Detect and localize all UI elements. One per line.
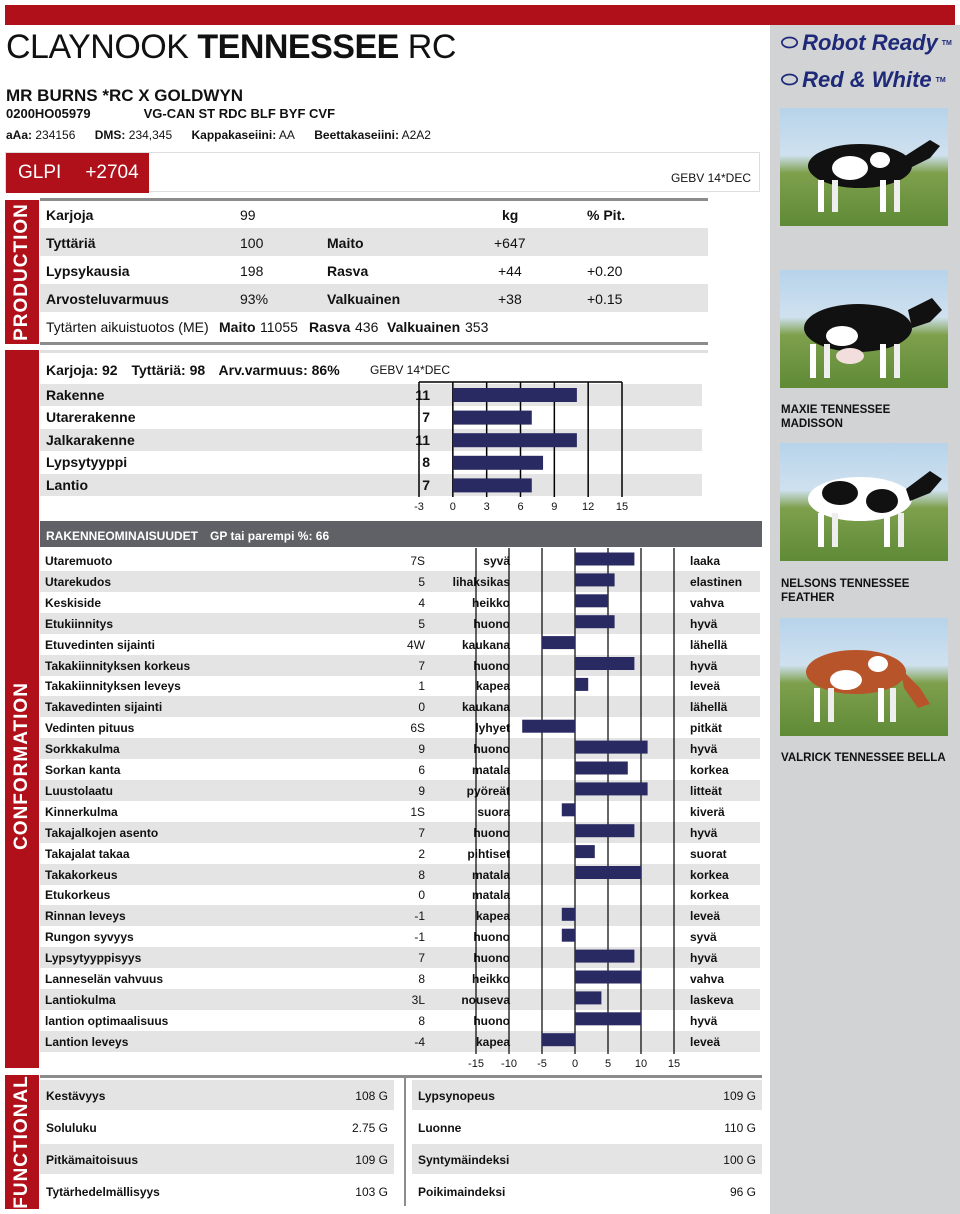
trait-low-label: kaukana: [461, 637, 510, 652]
chart-bar: [575, 824, 634, 837]
trait-score: 7: [418, 658, 425, 673]
functional-row: [40, 1176, 394, 1206]
trait-score: 8: [418, 1013, 425, 1028]
trait-high-label: laskeva: [690, 992, 734, 1007]
trait-low-label: heikko: [471, 595, 510, 610]
trait-high-label: leveä: [690, 909, 721, 924]
holstein-cow-image: [780, 443, 948, 561]
trait-name: Utarekudos: [45, 574, 112, 589]
trait-name: Takakiinnityksen leveys: [45, 679, 181, 694]
trait-low-label: heikko: [471, 972, 510, 986]
trait-low-label: huono: [473, 616, 510, 631]
trait-low-label: pyöreät: [466, 783, 510, 798]
glpi-badge: [6, 153, 149, 193]
glpi-strip: [5, 152, 760, 192]
trait-low-label: huono: [473, 825, 510, 840]
tick-label: 12: [582, 501, 595, 513]
trait-high-label: hyvä: [690, 742, 718, 757]
trait-score: 6: [418, 763, 425, 777]
tick-label: 0: [571, 1058, 579, 1070]
functional-row: [412, 1112, 762, 1142]
production-row: Arvosteluvarmuus 93% Valkuainen +38 +0.15: [40, 284, 708, 312]
trait-name: Sorkan kanta: [45, 763, 121, 777]
chart-bar: [575, 1012, 641, 1025]
production-table: [40, 200, 708, 340]
chart-bar: [575, 657, 634, 670]
trait-score: 2: [418, 846, 425, 861]
trait-high-label: hyvä: [690, 616, 718, 631]
chart-bar: [575, 553, 634, 566]
trait-name: Lantion leveys: [45, 1034, 129, 1049]
tick-label: 3: [483, 501, 490, 513]
trait-score: 7S: [410, 554, 425, 568]
tick-label: 5: [604, 1058, 612, 1070]
trait-name: lantion optimaalisuus: [45, 1013, 169, 1028]
trait-name: Takakiinnityksen korkeus: [45, 658, 191, 673]
trait-score: 7: [418, 951, 425, 966]
trait-score: 9: [418, 742, 425, 757]
holstein-cow-image: [780, 270, 948, 388]
trait-low-label: nouseva: [461, 992, 510, 1007]
trait-score: 3L: [411, 992, 425, 1007]
chart-bar: [575, 741, 648, 754]
trait-name: Sorkkakulma: [45, 742, 120, 757]
daughter-photo-2: [780, 443, 948, 561]
chart-bar: [542, 636, 575, 649]
section-label-functional: FUNCTIONAL: [5, 1075, 39, 1209]
trait-name: Etukorkeus: [45, 888, 111, 903]
functional-trait-name: Tytärhedelmällisyys: [46, 1185, 160, 1199]
trait-score: 7: [418, 825, 425, 840]
trait-score: 8: [418, 867, 425, 882]
chart-bar: [575, 594, 608, 607]
functional-trait-value: 100 G: [723, 1153, 756, 1167]
id-line: [6, 106, 335, 121]
type-row: Lypsytyyppi 8: [46, 454, 430, 470]
trait-name: Keskiside: [45, 595, 102, 610]
trait-low-label: huono: [473, 658, 510, 673]
trait-high-label: hyvä: [690, 658, 718, 673]
chart-bar: [575, 950, 634, 963]
chart-bar: [453, 433, 577, 447]
trait-high-label: lähellä: [690, 700, 728, 715]
trait-name: Etuvedinten sijainti: [45, 637, 156, 652]
chart-bar: [575, 762, 628, 775]
functional-divider: [404, 1078, 406, 1206]
trait-low-label: huono: [473, 1013, 510, 1028]
trait-high-label: hyvä: [690, 951, 718, 966]
trait-high-label: pitkät: [690, 721, 723, 736]
trait-name: Vedinten pituus: [45, 721, 135, 736]
functional-trait-value: 108 G: [355, 1089, 388, 1103]
classification: VG-CAN ST RDC BLF BYF CVF: [143, 106, 336, 121]
trait-score: 5: [418, 574, 425, 589]
trait-score: 9: [418, 783, 425, 798]
trait-high-label: syvä: [690, 930, 717, 945]
trait-score: 6S: [410, 721, 425, 736]
tick-label: 6: [517, 501, 524, 513]
trait-score: 5: [418, 616, 425, 631]
trait-low-label: huono: [473, 742, 510, 757]
trait-high-label: korkea: [690, 867, 729, 882]
tick-label: 15: [615, 501, 629, 513]
chart-bar: [453, 456, 543, 470]
trait-name: Takakorkeus: [45, 867, 118, 882]
chart-bar: [562, 908, 575, 921]
functional-trait-name: Syntymäindeksi: [418, 1153, 510, 1167]
bull-name: [6, 28, 456, 67]
conformation-header-bar: RAKENNEOMINAISUUDET GP tai parempi %: 66: [40, 521, 762, 547]
daughter-name-2: NELSONS TENNESSEE FEATHER: [781, 578, 910, 604]
tick-label: 9: [551, 501, 558, 513]
pedigree: MR BURNS *RC X GOLDWYN: [6, 86, 244, 105]
trait-high-label: korkea: [690, 888, 729, 903]
trait-score: -1: [414, 930, 425, 945]
trait-score: 8: [418, 972, 425, 986]
trait-low-label: matala: [471, 763, 510, 777]
name-main: TENNESSEE: [197, 28, 399, 66]
functional-trait-value: 103 G: [355, 1185, 388, 1199]
top-accent-bar: [5, 5, 955, 25]
chart-bar: [575, 971, 641, 984]
production-bottom-rule: [40, 342, 708, 345]
beta: Beettakaseiini: A2A2: [314, 128, 431, 142]
glpi-value: +2704: [85, 162, 139, 183]
functional-row: [412, 1176, 762, 1206]
tick-label: 0: [449, 501, 456, 513]
trait-high-label: lähellä: [690, 637, 728, 652]
trait-name: Utaremuoto: [45, 554, 113, 568]
trait-score: 0: [418, 700, 425, 715]
trait-score: 1: [418, 679, 425, 694]
type-row: Lantio 7: [40, 474, 702, 496]
trait-high-label: leveä: [690, 679, 721, 694]
functional-trait-name: Poikimaindeksi: [418, 1185, 506, 1199]
trait-name: Takajalkojen asento: [45, 825, 159, 840]
trait-name: Lypsytyyppisyys: [45, 951, 142, 966]
trait-name: Luustolaatu: [45, 783, 113, 798]
glpi-gebv: GEBV 14*DEC: [670, 171, 751, 185]
daughter-name-3: VALRICK TENNESSEE BELLA: [781, 752, 946, 764]
tick-label: 15: [667, 1058, 681, 1070]
trait-low-label: huono: [473, 930, 510, 945]
production-row: Lypsykausia 198 Rasva +44 +0.20: [46, 263, 623, 279]
trait-score: 1S: [410, 804, 425, 819]
functional-row: [412, 1080, 762, 1110]
red-white-logo: ⬭ Red & White TM: [781, 67, 946, 92]
chart-bar: [522, 720, 575, 733]
dms: DMS: 234,345: [94, 128, 173, 142]
tick-label: -5: [537, 1058, 547, 1070]
functional-trait-value: 2.75 G: [351, 1121, 388, 1135]
trait-low-label: syvä: [483, 554, 510, 568]
trait-high-label: laaka: [690, 554, 721, 568]
chart-bar: [453, 411, 532, 425]
production-me-row: Tytärten aikuistuotos (ME) Maito 11055 Rasva 436 Valkuainen 353: [46, 319, 489, 335]
functional-trait-value: 96 G: [729, 1185, 756, 1199]
functional-trait-value: 109 G: [355, 1153, 388, 1167]
trait-high-label: suorat: [690, 846, 727, 861]
functional-trait-name: Luonne: [418, 1121, 462, 1135]
daughter-name-1: MAXIE TENNESSEE MADISSON: [781, 404, 891, 430]
trait-high-label: kiverä: [690, 804, 725, 819]
aaa: aAa: 234156: [6, 128, 76, 142]
trait-low-label: matala: [471, 867, 510, 882]
type-summary-header: Karjoja: 92 Tyttäriä: 98 Arv.varmuus: 86%: [46, 362, 340, 378]
functional-trait-name: Soluluku: [46, 1121, 97, 1135]
genetic-meta: [6, 128, 447, 142]
type-gebv: GEBV 14*DEC: [370, 363, 451, 377]
section-label-conformation: CONFORMATION: [5, 350, 39, 1068]
trait-high-label: leveä: [690, 1034, 721, 1049]
trait-name: Takavedinten sijainti: [45, 700, 163, 715]
chart-bar: [453, 388, 577, 402]
kappa: Kappakaseiini: AA: [191, 128, 295, 142]
trait-high-label: vahva: [690, 595, 725, 610]
chart-bar: [575, 678, 588, 691]
robot-icon: ⬭: [781, 31, 799, 54]
trait-name: Etukiinnitys: [45, 616, 114, 631]
trait-name: Lanneselän vahvuus: [45, 972, 164, 986]
trait-low-label: pihtiset: [467, 846, 510, 861]
functional-top-rule: [40, 1075, 762, 1078]
name-suffix: RC: [407, 28, 456, 66]
trait-score: -1: [414, 909, 425, 924]
chart-bar: [575, 845, 595, 858]
chart-bar: [575, 866, 641, 879]
trait-low-label: kaukana: [461, 700, 510, 715]
functional-row: [40, 1112, 394, 1142]
trait-high-label: vahva: [690, 972, 725, 986]
reg-number: 0200HO05979: [6, 106, 91, 121]
trait-low-label: suora: [477, 804, 510, 819]
tick-label: -10: [501, 1058, 517, 1070]
section-label-production: PRODUCTION: [5, 200, 39, 344]
glpi-label: GLPI: [18, 162, 62, 183]
chart-bar: [575, 782, 648, 795]
tick-label: 10: [634, 1058, 648, 1070]
chart-bar: [453, 478, 532, 492]
cow-head-icon: ⬭: [781, 68, 799, 91]
functional-row: [40, 1080, 394, 1110]
robot-ready-logo: ⬭ Robot Ready TM: [781, 30, 952, 55]
chart-bar: [562, 929, 575, 942]
chart-bar: [575, 573, 615, 586]
trait-score: -4: [414, 1034, 425, 1049]
trait-name: Rinnan leveys: [45, 909, 126, 924]
chart-bar: [562, 803, 575, 816]
tick-label: -15: [468, 1058, 484, 1070]
daughter-photo-3: [780, 618, 948, 736]
trait-low-label: matala: [471, 888, 510, 903]
functional-row: [40, 1144, 394, 1174]
trait-low-label: huono: [473, 951, 510, 966]
trait-high-label: elastinen: [690, 574, 743, 589]
type-summary-chart: [400, 380, 650, 516]
trait-high-label: litteät: [690, 783, 723, 798]
trait-score: 4W: [407, 637, 425, 652]
trait-name: Lantiokulma: [45, 992, 116, 1007]
trait-high-label: hyvä: [690, 825, 718, 840]
trait-name: Takajalat takaa: [45, 846, 130, 861]
type-top-rule: [40, 350, 708, 353]
trait-name: Kinnerkulma: [45, 804, 118, 819]
trait-score: 0: [418, 888, 425, 903]
sire-photo: [780, 108, 948, 226]
trait-low-label: kapea: [475, 679, 510, 694]
trait-score: 4: [418, 595, 425, 610]
trait-high-label: korkea: [690, 763, 729, 777]
conformation-chart: [450, 548, 710, 1074]
trait-low-label: kapea: [475, 1034, 510, 1049]
functional-trait-value: 109 G: [723, 1089, 756, 1103]
production-row: Tyttäriä 100 Maito +647: [40, 228, 708, 256]
production-row: Karjoja 99 kg % Pit.: [46, 207, 626, 223]
functional-trait-name: Kestävyys: [46, 1089, 106, 1103]
red-white-cow-image: [780, 618, 948, 736]
chart-bar: [542, 1033, 575, 1046]
chart-bar: [575, 615, 615, 628]
tick-label: -3: [414, 501, 424, 513]
daughter-photo-1: [780, 270, 948, 388]
chart-bar: [575, 991, 601, 1004]
trait-high-label: hyvä: [690, 1013, 718, 1028]
functional-trait-name: Lypsynopeus: [418, 1089, 495, 1103]
type-row: Rakenne 11: [40, 384, 702, 406]
trait-low-label: lihaksikas: [452, 574, 510, 589]
type-row: Jalkarakenne 11: [40, 429, 702, 451]
type-row: Utarerakenne 7: [46, 409, 430, 425]
functional-trait-name: Pitkämaitoisuus: [46, 1153, 139, 1167]
functional-trait-value: 110 G: [724, 1121, 756, 1135]
trait-low-label: kapea: [475, 909, 510, 924]
holstein-cow-image: [780, 108, 948, 226]
trait-low-label: lyhyet: [475, 721, 510, 736]
trait-name: Rungon syvyys: [45, 930, 134, 945]
functional-row: [412, 1144, 762, 1174]
name-prefix: CLAYNOOK: [6, 28, 189, 66]
